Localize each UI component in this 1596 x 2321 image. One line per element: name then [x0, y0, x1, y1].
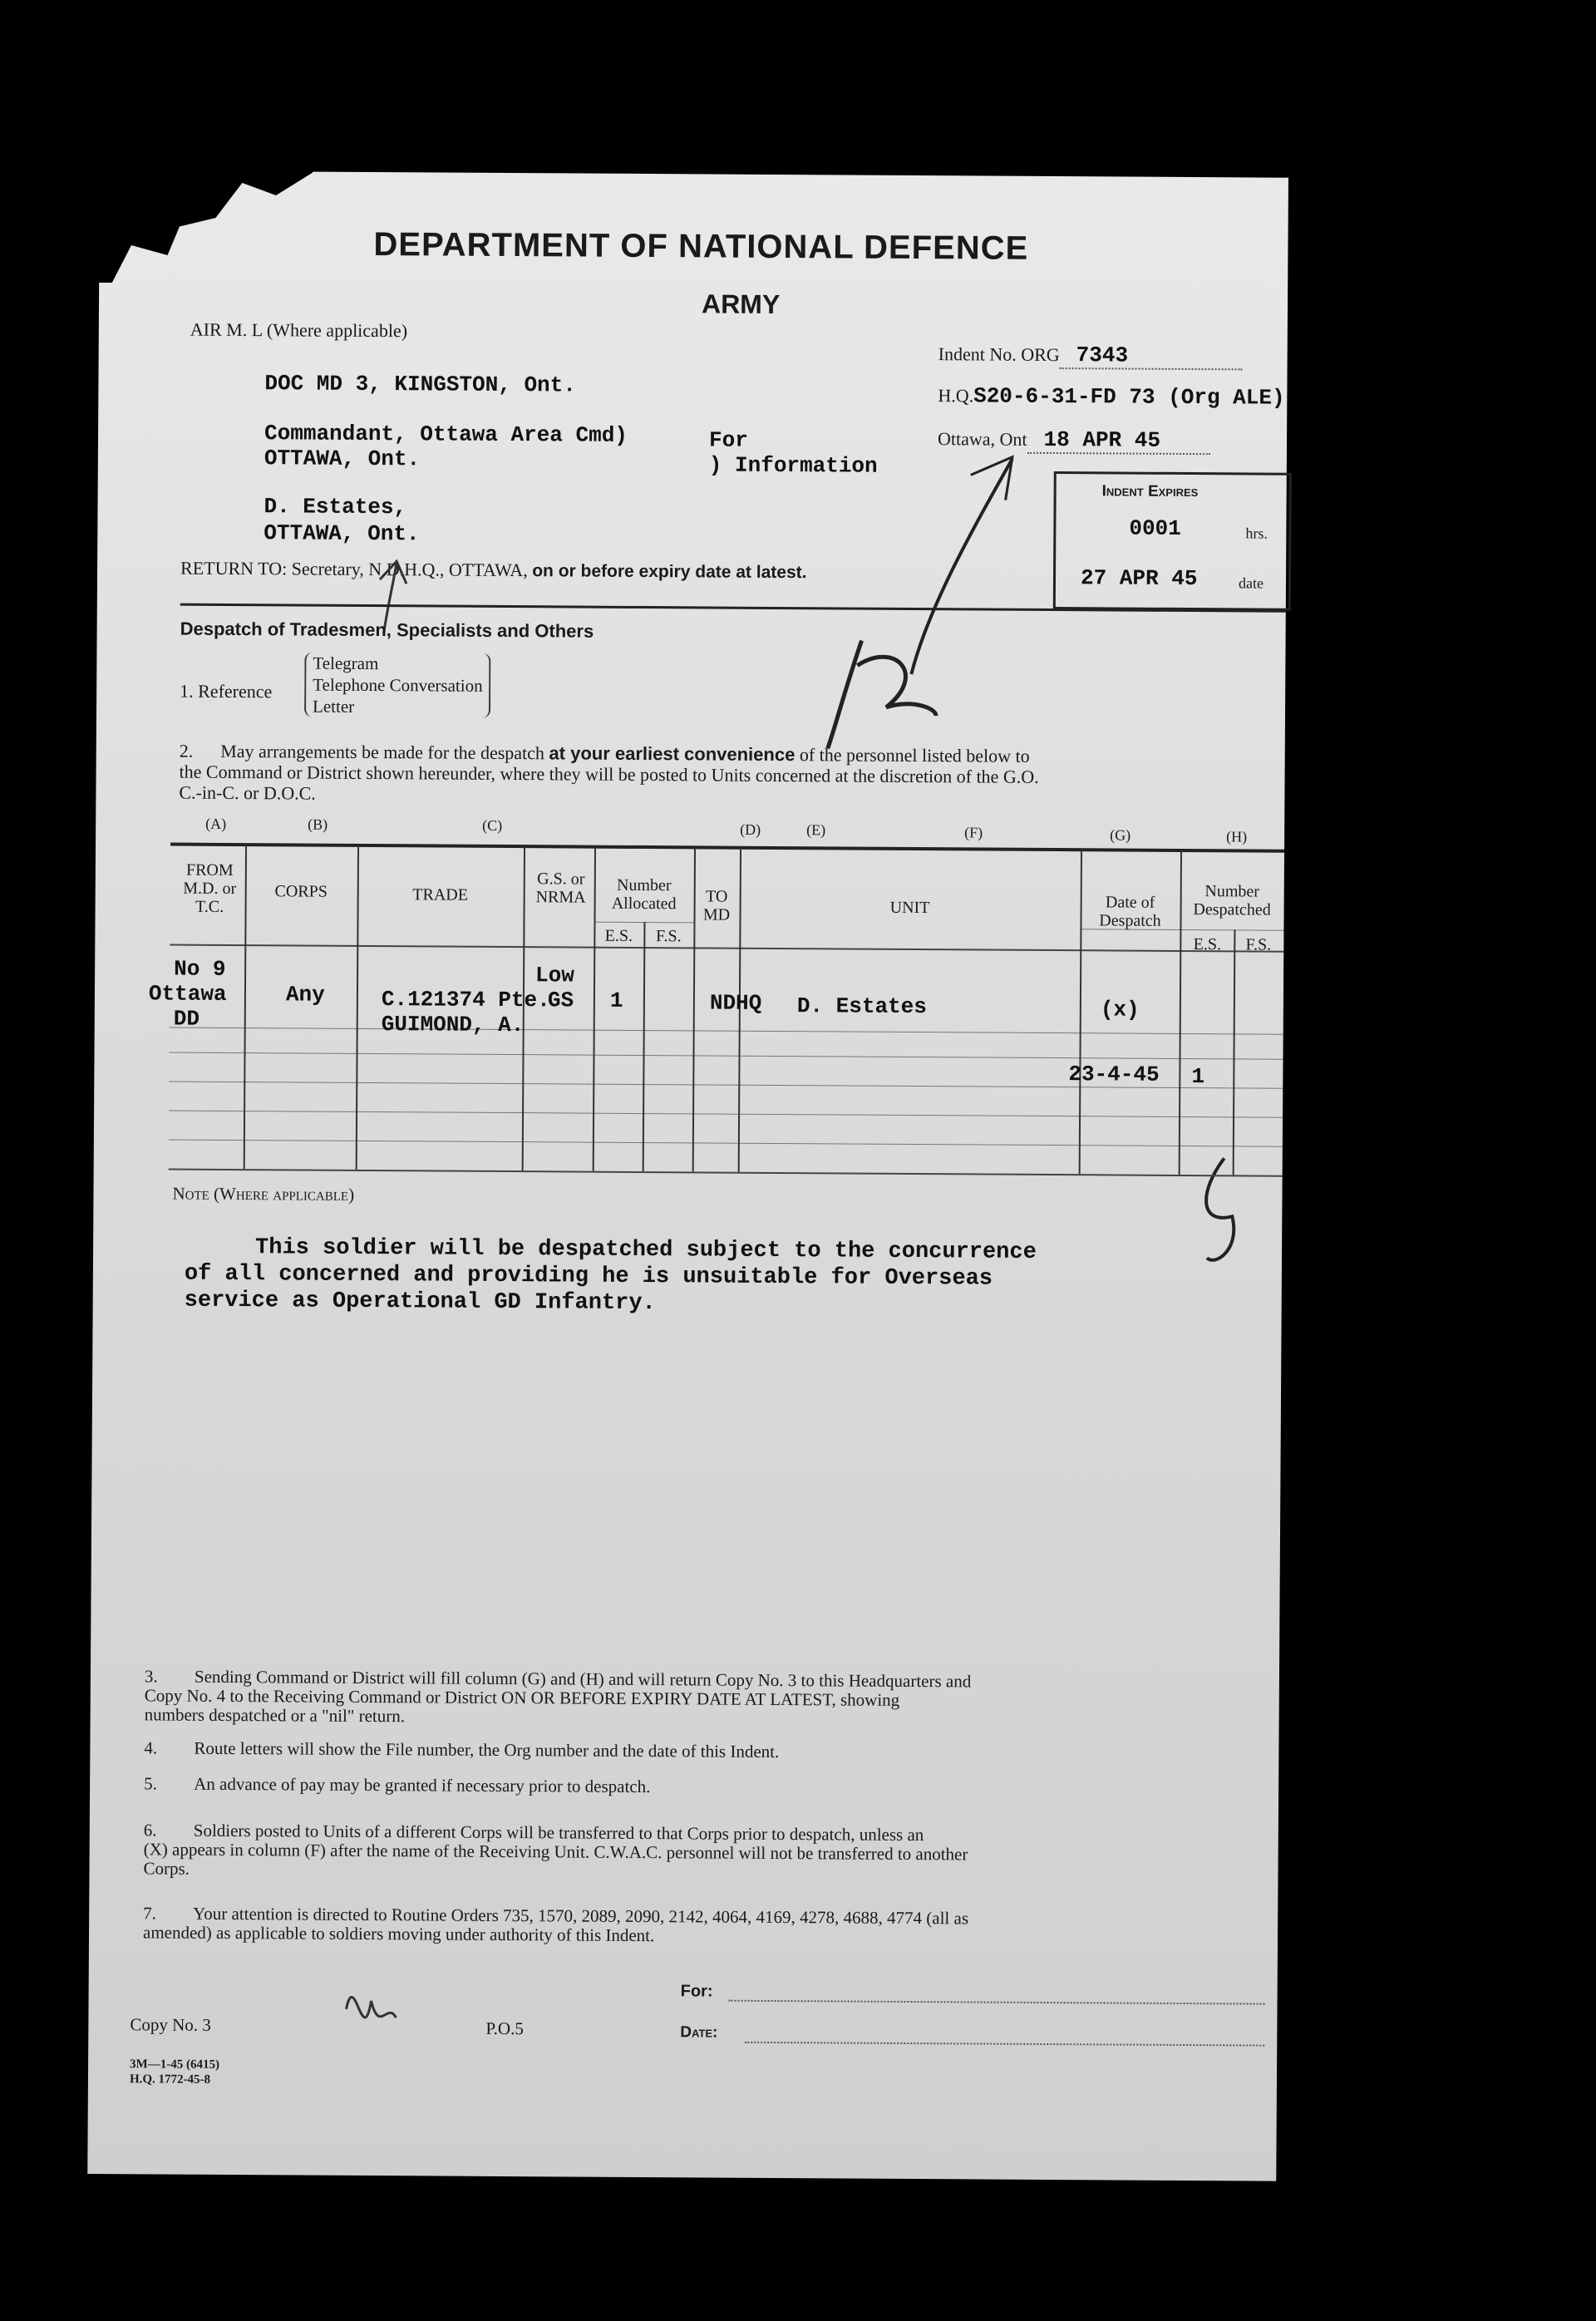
department-title: DEPARTMENT OF NATIONAL DEFENCE: [373, 226, 1029, 267]
addressee-3: OTTAWA, Ont.: [264, 446, 421, 472]
indent-number: 7343: [1060, 342, 1243, 370]
col-letter-e: (E): [806, 821, 826, 839]
note-label: Note (Where applicable): [172, 1183, 355, 1205]
header-es: E.S.: [604, 926, 633, 945]
hq-file-number: S20-6-31-FD 73 (Org ALE): [973, 383, 1285, 411]
hq-file-line: H.Q.S20-6-31-FD 73 (Org ALE): [938, 383, 1285, 411]
print-code-1: 3M—1-45 (6415): [130, 2057, 220, 2072]
row-allocated-es: 1: [609, 988, 623, 1013]
note-line-1: This soldier will be despatched subject to the concurrence: [254, 1235, 1037, 1265]
instruction-3: 3. Sending Command or District will fill column (G) and (H) and will return Copy No. 3 to this Headquarters and Copy No. 4 to the Receiving Command or District ON OR BEFORE EXPIRY DATE AT LATEST, showing numbers despatched or a "nil" return.: [144, 1666, 972, 1727]
expiry-date: 27 APR 45: [1080, 565, 1198, 592]
print-code-2: H.Q. 1772-45-8: [129, 2072, 211, 2087]
instruction-7: 7. Your attention is directed to Routine Orders 735, 1570, 2089, 2090, 2142, 4064, 4169, 4278, 4688, 4774 (all as amended) as applicable to soldiers moving under authority of this Indent.: [142, 1903, 969, 1946]
date-label: date: [1238, 574, 1264, 592]
instruction-4: 4. Route letters will show the File number, the Org number and the date of this Indent.: [144, 1737, 780, 1762]
header-number-allocated: Number Allocated: [611, 875, 677, 914]
note-line-3: service as Operational GD Infantry.: [184, 1288, 656, 1317]
ottawa-date-line: Ottawa, Ont 18 APR 45: [938, 426, 1210, 455]
row-corps: Any: [285, 982, 325, 1008]
addressee-5: OTTAWA, Ont.: [264, 520, 420, 547]
po-code: P.O.5: [485, 2018, 524, 2039]
document-sheet: [87, 170, 1288, 2181]
header-from: FROM M.D. or T.C.: [183, 860, 237, 916]
reference-telegram: Telegram: [313, 653, 379, 674]
expiry-hours: 0001: [1129, 515, 1181, 541]
header-date-of-despatch: Date of Despatch: [1099, 893, 1161, 930]
row-unit: D. Estates: [796, 993, 927, 1020]
header-unit: UNIT: [889, 898, 930, 918]
col-letter-b: (B): [308, 816, 328, 833]
reference-options: [304, 653, 491, 718]
addressee-4: D. Estates,: [264, 494, 407, 520]
col-letter-g: (G): [1110, 826, 1131, 844]
row-from: No 9 Ottawa DD: [148, 956, 227, 1032]
col-letter-a: (A): [205, 815, 227, 832]
header-corps: CORPS: [274, 882, 328, 901]
date-footer-label: Date:: [680, 2023, 718, 2042]
row-gs-nrma: Low GS: [535, 963, 574, 1013]
para-2-line-1: 2. May arrangements be made for the despatch at your earliest convenience of the personnel listed below to: [179, 740, 1030, 766]
for-label: For:: [680, 1982, 713, 2001]
para-2-line-3: C.-in-C. or D.O.C.: [179, 781, 316, 804]
reference-letter: Letter: [312, 696, 355, 717]
instruction-6: 6. Soldiers posted to Units of a different Corps will be transferred to that Corps prior to despatch, unless an (X) appears in column (F) after the name of the Receiving Unit. C.W.A.C. personnel will not be transferred to another Corps.: [143, 1820, 968, 1879]
header-gs-nrma: G.S. or NRMA: [535, 870, 586, 907]
reference-label: 1. Reference: [180, 680, 273, 702]
addressee-1: DOC MD 3, KINGSTON, Ont.: [264, 371, 576, 398]
for-information-2: ) Information: [708, 452, 878, 479]
ottawa-date: 18 APR 45: [1027, 427, 1209, 455]
addressee-2: Commandant, Ottawa Area Cmd): [264, 421, 628, 448]
col-letter-d: (D): [740, 820, 761, 838]
header-fs-despatched: F.S.: [1245, 935, 1272, 954]
header-es-despatched: E.S.: [1193, 935, 1222, 954]
col-letter-f: (F): [964, 824, 983, 841]
note-line-2: of all concerned and providing he is unsuitable for Overseas: [184, 1261, 993, 1292]
row-unit-mark: (x): [1100, 997, 1140, 1023]
copy-number: Copy No. 3: [130, 2014, 211, 2035]
return-to-line: RETURN TO: Secretary, N.D.H.Q., OTTAWA, on or before expiry date at latest.: [180, 557, 807, 583]
indent-expires-title: Indent Expires: [1101, 482, 1199, 501]
col-letter-c: (C): [482, 816, 503, 834]
reference-telephone: Telephone Conversation: [313, 674, 483, 696]
row-to-md: NDHQ: [709, 990, 762, 1016]
air-mail-label: AIR M. L (Where applicable): [190, 318, 408, 342]
para-2-line-2: the Command or District shown hereunder, where they will be posted to Units concerned at the discretion of the G.O.: [179, 761, 1039, 787]
header-number-despatched: Number Despatched: [1193, 882, 1271, 919]
col-letter-h: (H): [1226, 828, 1248, 845]
section-title: Despatch of Tradesmen, Specialists and Others: [180, 618, 594, 642]
branch-title: ARMY: [701, 288, 781, 320]
row-date-despatch: 23-4-45: [1068, 1062, 1160, 1087]
header-to-md: TO MD: [702, 887, 731, 924]
header-fs: F.S.: [655, 927, 682, 946]
hours-label: hrs.: [1245, 525, 1268, 542]
indent-label: Indent No. ORG 7343: [938, 342, 1243, 370]
for-information-1: For: [708, 427, 748, 453]
instruction-5: 5. An advance of pay may be granted if necessary prior to despatch.: [144, 1773, 651, 1797]
header-trade: TRADE: [412, 885, 469, 904]
row-despatched-es: 1: [1191, 1064, 1205, 1090]
row-trade: C.121374 Pte. GUIMOND, A.: [381, 987, 550, 1038]
return-to-deadline: on or before expiry date at latest.: [532, 561, 807, 583]
